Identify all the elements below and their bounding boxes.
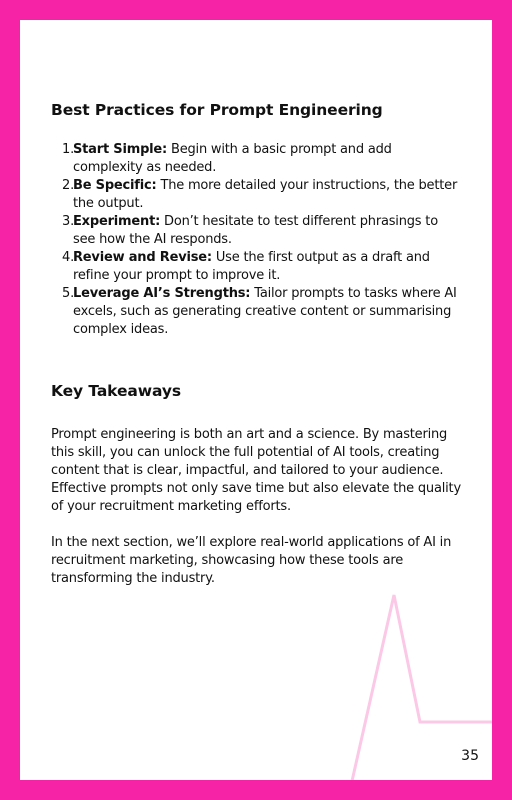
- list-number: 4 .: [62, 249, 74, 267]
- list-item: [51, 213, 461, 249]
- list-item-text: Begin with a basic prompt and add complexity as needed.: [73, 142, 392, 175]
- list-number: 2 .: [62, 177, 74, 195]
- list-item: [51, 285, 461, 339]
- list-item-term: Review and Revise:: [73, 250, 212, 265]
- list-item-term: Be Specific:: [73, 178, 157, 193]
- list-item-text: Don’t hesitate to test different phrasings to see how the AI responds.: [73, 214, 438, 247]
- list-item-term: Start Simple:: [73, 142, 168, 157]
- list-item: [51, 249, 461, 285]
- page-content: [51, 100, 461, 588]
- list-item-text: Use the first output as a draft and refine your prompt to improve it.: [73, 250, 430, 283]
- section-heading-best-practices: Best Practices for Prompt Engineering: [51, 101, 383, 119]
- body-paragraph: In the next section, we’ll explore real-world applications of AI in recruitment marketing, showcasing how these tools are transforming the industry.: [51, 535, 452, 586]
- page-number: 35: [461, 748, 479, 764]
- list-number: 1 .: [62, 141, 74, 159]
- list-item-text: Tailor prompts to tasks where AI excels, such as generating creative content or summarising complex ideas.: [73, 286, 457, 337]
- list-number: 5 .: [62, 285, 74, 303]
- list-number: 3 .: [62, 213, 74, 231]
- list-item-term: Leverage AI’s Strengths:: [73, 286, 251, 301]
- body-paragraph: Prompt engineering is both an art and a science. By mastering this skill, you can unlock the full potential of AI tools, creating content that is clear, impactful, and tailored to your audience. Effective prompts not only save time but also elevate the quality of your recruitment marketing efforts.: [51, 427, 461, 514]
- list-item-text: The more detailed your instructions, the better the output.: [73, 178, 458, 211]
- document-page: [20, 20, 492, 780]
- list-item: [51, 141, 461, 177]
- list-item-term: Experiment:: [73, 214, 161, 229]
- list-item: [51, 177, 461, 213]
- best-practices-list: [51, 141, 461, 339]
- section-heading-key-takeaways: Key Takeaways: [51, 382, 181, 400]
